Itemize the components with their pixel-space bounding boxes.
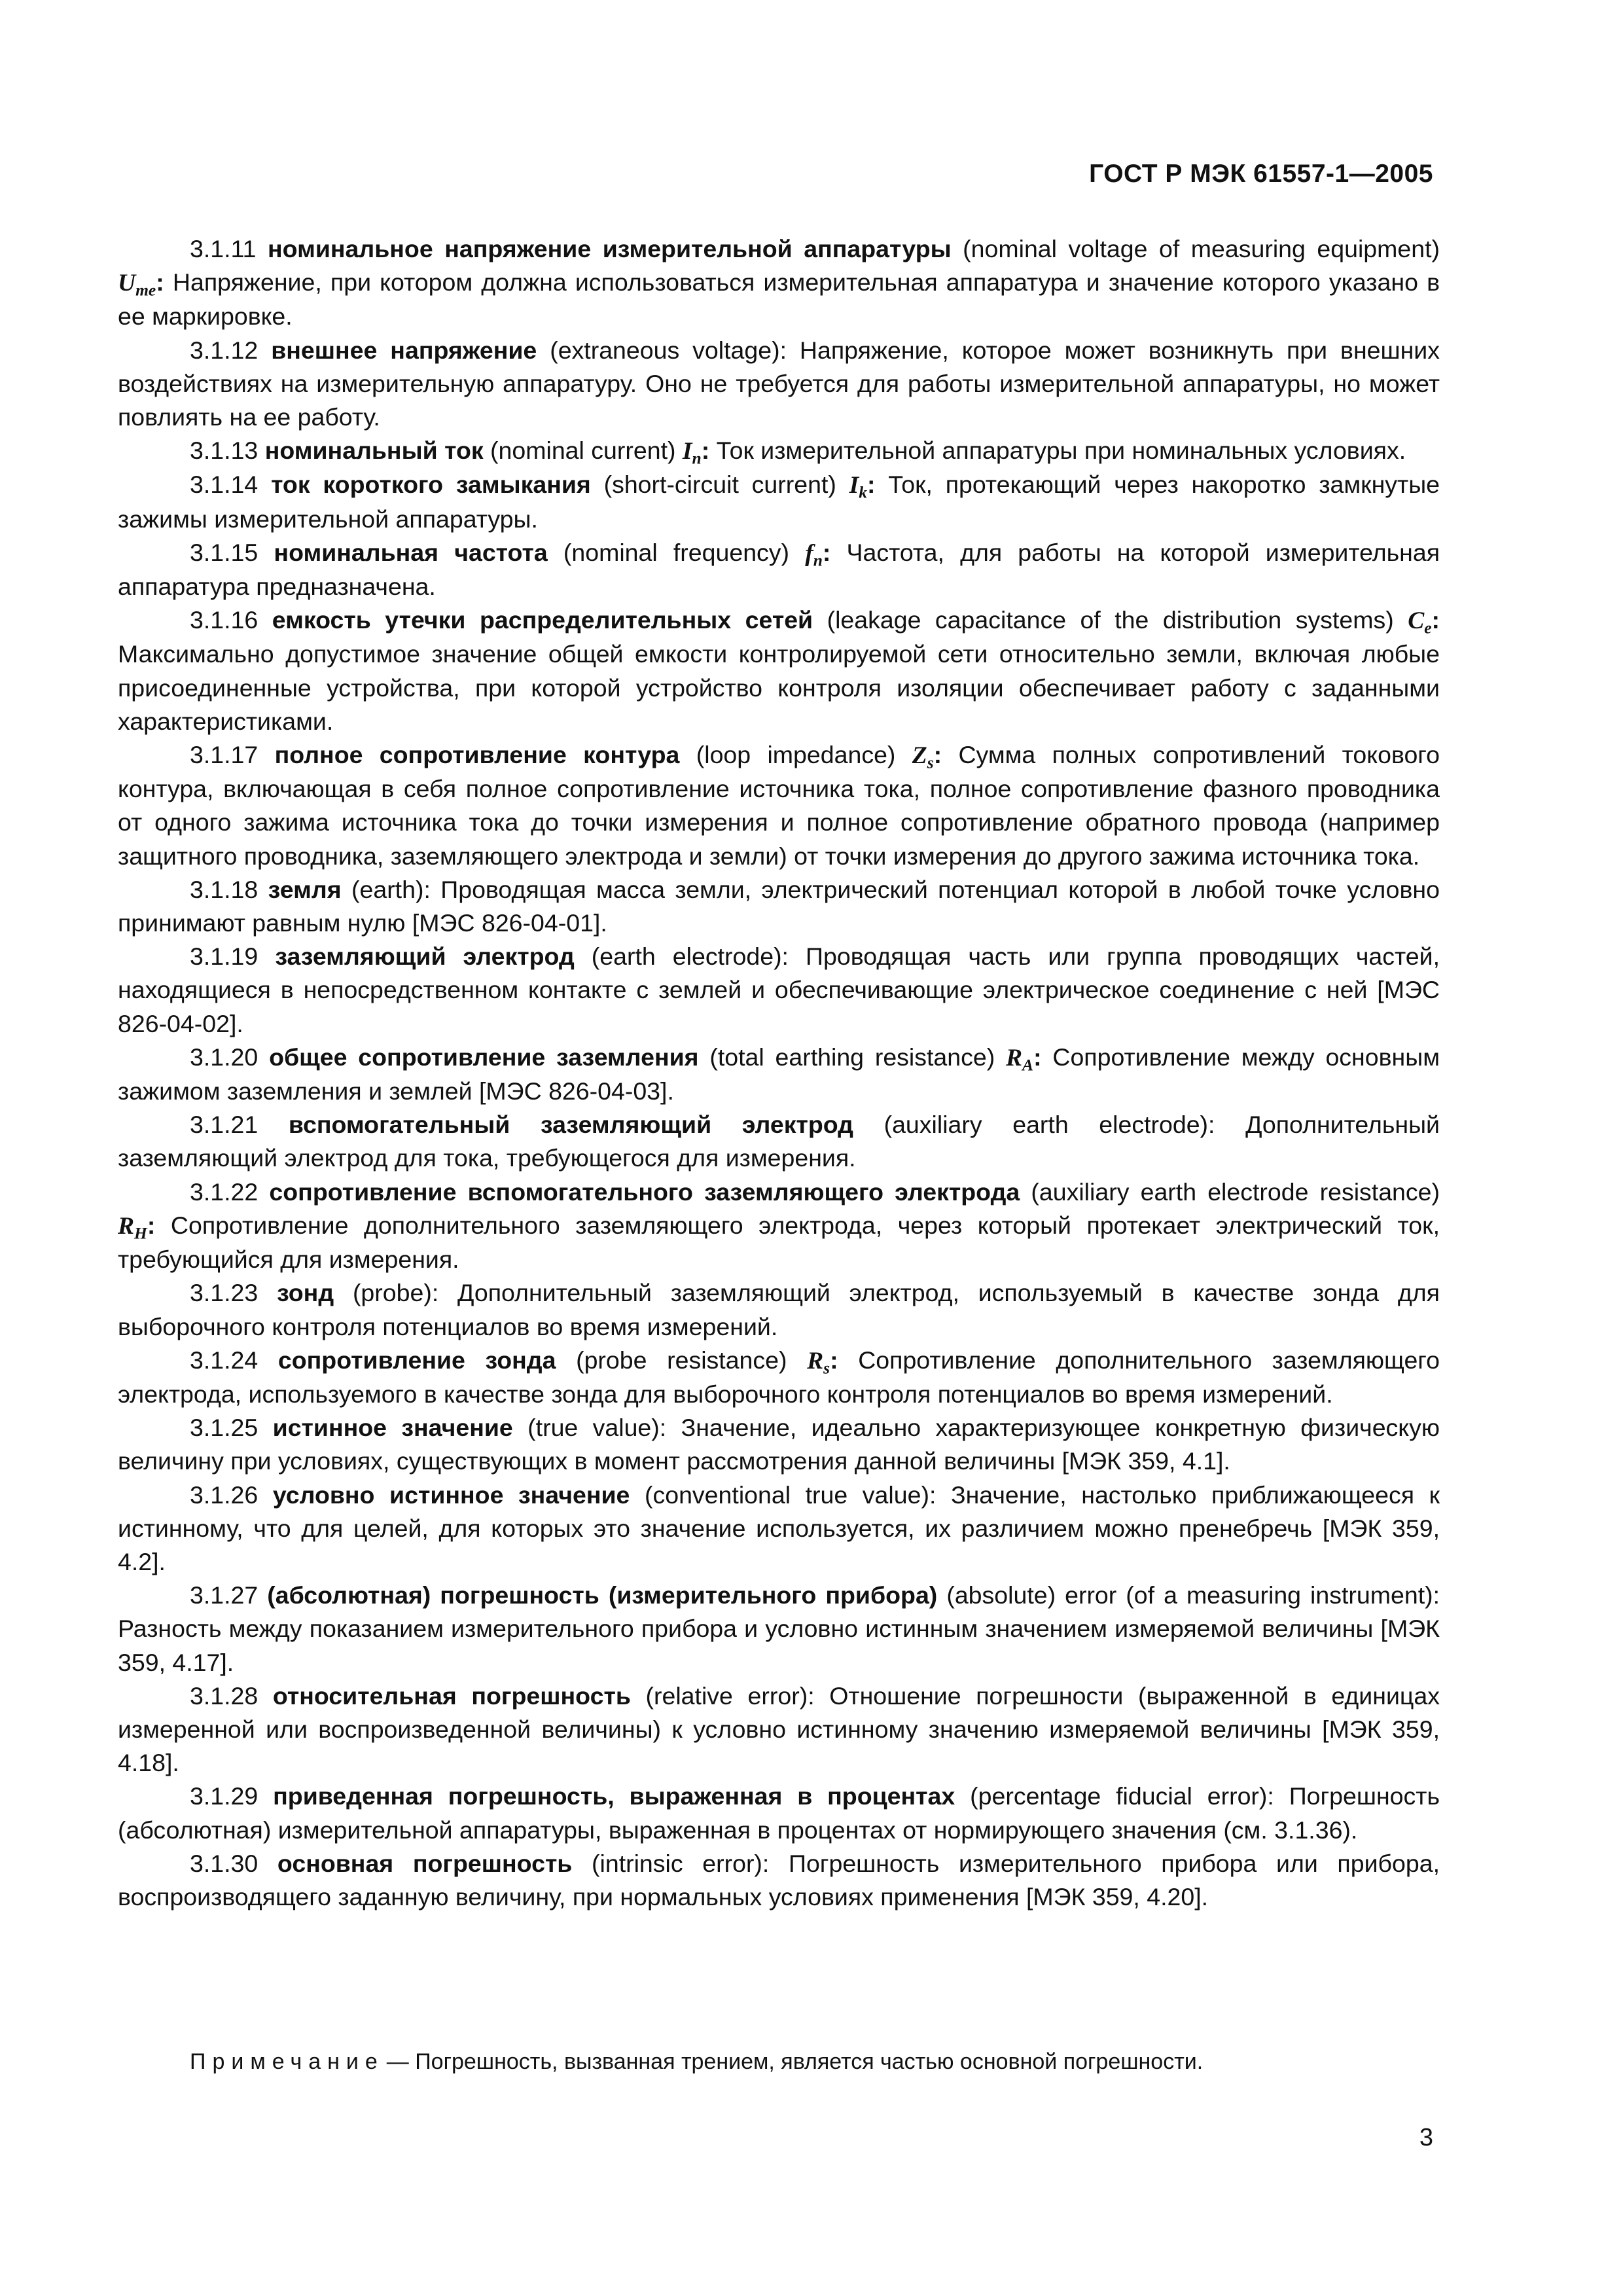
term-ru: основная погрешность: [277, 1849, 573, 1877]
definition-text: Значение, настолько приближающееся к истинному, что для целей, для которых это значение используется, их различием можно пренебречь [МЭК 359, 4.2].: [118, 1480, 1440, 1575]
term-ru: полное сопротивление контура: [274, 741, 680, 769]
symbol: $R_H$: [118, 1212, 147, 1243]
note-label: Примечание: [190, 2049, 384, 2074]
term-ru: номинальное напряжение измерительной аппаратуры: [268, 235, 952, 262]
definition-3-1-17: 3.1.17 полное сопротивление контура (loop impedance) $Z_s$: Сумма полных сопротивлений токового контура, включающая в себя полное сопротивление источника тока, полное сопротивление фазного проводника от одного зажима источника тока до точки измерения и полное сопротивление обратного провода (например защитного проводника, заземляющего электрода и земли) от точки измерения до другого зажима источника тока.: [118, 741, 1440, 870]
term-ru: внешнее напряжение: [271, 336, 537, 364]
clause-number: 3.1.12: [190, 336, 259, 364]
clause-number: 3.1.18: [190, 875, 259, 903]
definition-text: Максимально допустимое значение общей емкости контролируемой сети относительно земли, включая любые присоединенные устройства, при которой устройство контроля изоляции обеспечивает работу с заданными характеристиками.: [118, 640, 1440, 735]
clause-number: 3.1.19: [190, 942, 259, 971]
definition-text: Напряжение, которое может возникнуть при внешних воздействиях на измерительную аппаратуру. Оно не требуется для работы измерительной аппаратуры, но может повлиять на ее работу.: [118, 336, 1440, 431]
term-en: (earth):: [351, 875, 431, 903]
clause-number: 3.1.15: [190, 538, 259, 566]
term-ru: номинальная частота: [274, 538, 548, 566]
clause-number: 3.1.24: [190, 1346, 259, 1374]
symbol: $I_k$: [849, 472, 867, 503]
definition-3-1-30: [118, 1847, 1440, 1914]
clause-number: 3.1.27: [190, 1581, 259, 1609]
definition-3-1-24: 3.1.24 сопротивление зонда (probe resistance) $R_s$: Сопротивление дополнительного заземляющего электрода, используемого в качестве зонда для выборочного контроля потенциалов во время измерений.: [118, 1346, 1440, 1408]
definition-text: Ток измерительной аппаратуры при номинальных условиях.: [709, 437, 1406, 465]
note: [190, 2047, 1440, 2077]
term-en: (auxiliary earth electrode):: [883, 1111, 1215, 1139]
definition-3-1-21: [118, 1108, 1440, 1175]
term-en: (percentage fiducial error):: [970, 1782, 1274, 1810]
term-en: (probe):: [352, 1279, 439, 1307]
term-ru: (абсолютная) погрешность (измерительного прибора): [267, 1581, 938, 1609]
symbol: $U_{me}$: [118, 270, 156, 300]
term-ru: ток короткого замыкания: [271, 471, 591, 499]
definition-3-1-25: [118, 1411, 1440, 1478]
term-en: (total earthing resistance): [709, 1043, 995, 1071]
definitions-list: [118, 232, 1440, 1914]
term-ru: условно истинное значение: [272, 1480, 630, 1509]
term-ru: сопротивление зонда: [277, 1346, 556, 1374]
term-en: (nominal voltage of measuring equipment): [963, 235, 1440, 262]
term-ru: приведенная погрешность, выраженная в процентах: [273, 1782, 955, 1810]
note-text: — Погрешность, вызванная трением, является частью основной погрешности.: [386, 2049, 1204, 2074]
term-en: (intrinsic error):: [592, 1849, 770, 1877]
term-en: (extraneous voltage):: [550, 336, 787, 364]
term-ru: заземляющий электрод: [275, 942, 575, 971]
definition-text: Дополнительный заземляющий электрод для тока, требующегося для измерения.: [118, 1111, 1440, 1172]
term-en: (nominal frequency): [563, 538, 790, 566]
definition-3-1-19: [118, 940, 1440, 1041]
page-number: 3: [1419, 2124, 1433, 2151]
clause-number: 3.1.28: [190, 1681, 259, 1710]
term-en: (loop impedance): [696, 741, 896, 769]
definition-3-1-20: 3.1.20 общее сопротивление заземления (total earthing resistance) $R_A$: Сопротивление между основным зажимом заземления и землей [МЭС 826-04-03].: [118, 1043, 1440, 1105]
definition-3-1-11: 3.1.11 номинальное напряжение измерительной аппаратуры (nominal voltage of measuring equipment) $U_{me}$: Напряжение, при котором должна использоваться измерительная аппаратура и значение которого указано в ее маркировке.: [118, 235, 1440, 331]
definition-3-1-12: [118, 334, 1440, 435]
definition-3-1-22: 3.1.22 сопротивление вспомогательного заземляющего электрода (auxiliary earth electrode resistance) $R_H$: Сопротивление дополнительного заземляющего электрода, через который протекает электрический ток, требующийся для измерения.: [118, 1177, 1440, 1274]
term-en: (leakage capacitance of the distribution systems): [827, 606, 1394, 634]
term-ru: номинальный ток: [264, 437, 484, 465]
term-en: (relative error):: [645, 1681, 815, 1710]
definition-3-1-29: [118, 1780, 1440, 1846]
term-ru: относительная погрешность: [272, 1681, 631, 1710]
symbol: $Z_s$: [912, 742, 934, 772]
definition-3-1-14: 3.1.14 ток короткого замыкания (short-circuit current) $I_k$: Ток, протекающий через накоротко замкнутые зажимы измерительной аппаратуры.: [118, 471, 1440, 533]
symbol: $I_n$: [682, 438, 702, 468]
definition-3-1-18: [118, 873, 1440, 940]
definition-text: Проводящая часть или группа проводящих частей, находящиеся в непосредственном контакте с землей и обеспечивающие электрическое соединение с ней [МЭС 826-04-02].: [118, 942, 1440, 1037]
term-en: (true value):: [527, 1414, 667, 1442]
clause-number: 3.1.30: [190, 1849, 259, 1877]
clause-number: 3.1.22: [190, 1177, 259, 1206]
definition-3-1-27: [118, 1579, 1440, 1679]
definition-text: Частота, для работы на которой измерительная аппаратура предназначена.: [118, 538, 1440, 601]
term-en: (earth electrode):: [591, 942, 789, 971]
symbol: $C_e$: [1408, 607, 1432, 637]
definition-text: Значение, идеально характеризующее конкретную физическую величину при условиях, существующих в момент рассмотрения данной величины [МЭК 359, 4.1].: [118, 1414, 1440, 1475]
definition-3-1-28: [118, 1679, 1440, 1780]
term-en: (conventional true value):: [644, 1480, 936, 1509]
definition-text: Проводящая масса земли, электрический потенциал которой в любой точке условно принимают равным нулю [МЭС 826-04-01].: [118, 875, 1440, 937]
definition-text: Сопротивление между основным зажимом заземления и землей [МЭС 826-04-03].: [118, 1043, 1440, 1105]
term-ru: земля: [268, 875, 342, 903]
clause-number: 3.1.17: [190, 741, 259, 769]
document-header: ГОСТ Р МЭК 61557-1—2005: [1089, 160, 1433, 188]
term-en: (nominal current): [490, 437, 676, 465]
definition-text: Погрешность измерительного прибора или прибора, воспроизводящего заданную величину, при нормальных условиях применения [МЭК 359, 4.20].: [118, 1849, 1440, 1910]
definition-text: Сумма полных сопротивлений токового контура, включающая в себя полное сопротивление источника тока, полное сопротивление фазного проводника от одного зажима источника тока до точки измерения и полное сопротивление обратного провода (например защитного проводника, заземляющего электрода и земли) от точки измерения до другого зажима источника тока.: [118, 741, 1440, 870]
clause-number: 3.1.26: [190, 1480, 259, 1509]
definition-text: Ток, протекающий через накоротко замкнутые зажимы измерительной аппаратуры.: [118, 471, 1440, 533]
symbol: $R_s$: [807, 1347, 830, 1378]
term-ru: истинное значение: [272, 1414, 513, 1442]
clause-number: 3.1.14: [190, 471, 259, 499]
definition-3-1-26: [118, 1479, 1440, 1579]
definition-3-1-13: 3.1.13 номинальный ток (nominal current) $I_n$: Ток измерительной аппаратуры при номинальных условиях.: [190, 437, 1406, 468]
term-ru: общее сопротивление заземления: [269, 1043, 699, 1071]
term-en: (short-circuit current): [603, 471, 836, 499]
clause-number: 3.1.16: [190, 606, 259, 634]
term-ru: емкость утечки распределительных сетей: [272, 606, 813, 634]
definition-text: Напряжение, при котором должна использоваться измерительная аппаратура и значение которого указано в ее маркировке.: [118, 268, 1440, 331]
term-ru: сопротивление вспомогательного заземляющего электрода: [269, 1177, 1020, 1206]
clause-number: 3.1.29: [190, 1782, 259, 1810]
clause-number: 3.1.20: [190, 1043, 259, 1071]
symbol: $R_A$: [1006, 1044, 1034, 1075]
definition-3-1-23: [118, 1276, 1440, 1343]
definition-text: Разность между показанием измерительного прибора и условно истинным значением измеряемой величины [МЭК 359, 4.17].: [118, 1615, 1440, 1676]
clause-number: 3.1.13: [190, 437, 259, 465]
term-en: (auxiliary earth electrode resistance): [1031, 1177, 1440, 1206]
definition-text: Дополнительный заземляющий электрод, используемый в качестве зонда для выборочного контроля потенциалов во время измерений.: [118, 1279, 1440, 1340]
symbol: $f_n$: [805, 539, 823, 570]
definition-text: Сопротивление дополнительного заземляющего электрода, через который протекает электрический ток, требующийся для измерения.: [118, 1211, 1440, 1274]
definition-3-1-16: 3.1.16 емкость утечки распределительных сетей (leakage capacitance of the distribution systems) $C_e$: Максимально допустимое значение общей емкости контролируемой сети относительно земли, включая любые присоединенные устройства, при которой устройство контроля изоляции обеспечивает работу с заданными характеристиками.: [118, 606, 1440, 735]
term-ru: зонд: [277, 1279, 334, 1307]
term-en: (absolute) error (of a measuring instrument):: [946, 1581, 1440, 1609]
clause-number: 3.1.11: [190, 235, 257, 262]
definition-text: Сопротивление дополнительного заземляющего электрода, используемого в качестве зонда для выборочного контроля потенциалов во время измерений.: [118, 1346, 1440, 1408]
definition-text: Отношение погрешности (выраженной в единицах измеренной или воспроизведенной величины) к условно истинному значению измеряемой величины [МЭК 359, 4.18].: [118, 1681, 1440, 1777]
clause-number: 3.1.25: [190, 1414, 259, 1442]
definition-text: Погрешность (абсолютная) измерительной аппаратуры, выраженная в процентах от нормирующего значения (см. 3.1.36).: [118, 1782, 1440, 1844]
term-ru: вспомогательный заземляющий электрод: [288, 1111, 853, 1139]
term-en: (probe resistance): [576, 1346, 787, 1374]
clause-number: 3.1.21: [190, 1111, 259, 1139]
clause-number: 3.1.23: [190, 1279, 259, 1307]
definition-3-1-15: 3.1.15 номинальная частота (nominal frequency) $f_n$: Частота, для работы на которой измерительная аппаратура предназначена.: [118, 538, 1440, 601]
